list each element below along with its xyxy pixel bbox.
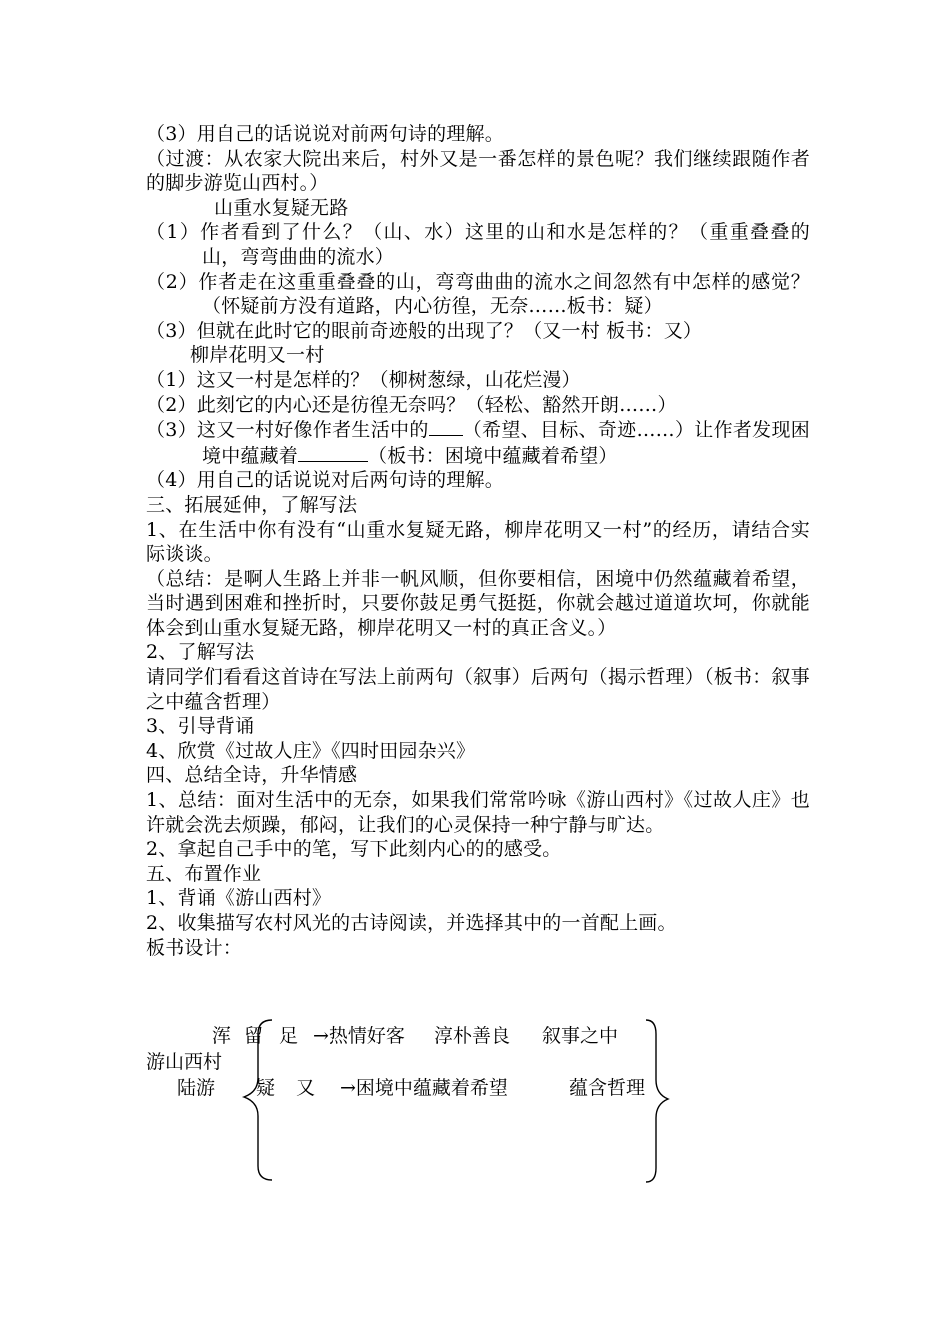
question-item: （3）但就在此时它的眼前奇迹般的出现了？（又一村 板书：又）: [146, 319, 703, 342]
section-heading: 三、拓展延伸，了解写法: [146, 493, 358, 516]
section-heading: 四、总结全诗，升华情感: [146, 764, 358, 787]
text-paragraph: 1、在生活中你有没有“山重水复疑无路，柳岸花明又一村”的经历，请结合实际谈谈。: [146, 518, 810, 566]
question-item: （1）作者看到了什么？（山、水）这里的山和水是怎样的？（重重叠叠的山，弯弯曲曲的流水）: [146, 221, 810, 268]
poem-line-2: 柳岸花明又一村: [190, 344, 325, 367]
question-text: （3）这又一村好像作者生活中的: [146, 419, 429, 442]
board-point: →困境中蕴藏着希望: [340, 1077, 508, 1099]
text-line: （3）用自己的话说说对前两句诗的理解。: [146, 123, 504, 145]
board-key-char: 疑: [256, 1077, 276, 1099]
right-brace: [646, 1020, 668, 1182]
text-line: 4、欣赏《过故人庄》《四时田园杂兴》: [146, 739, 476, 762]
board-key-char: 足: [279, 1025, 299, 1047]
text-line: 2、拿起自己手中的笔，写下此刻内心的的感受。: [146, 838, 562, 861]
board-poem-title: 游山西村: [146, 1051, 223, 1073]
poem-line-1: 山重水复疑无路: [214, 196, 349, 219]
question-text: （希望、目标、奇迹……）让作者发现困境中蕴藏着: [202, 419, 810, 467]
summary-paragraph: （总结：是啊人生路上并非一帆风顺，但你要相信，困境中仍然蕴藏着希望，当时遇到困难和挫折时，只要你鼓足勇气挺挺，你就会越过道道坎坷，你就能体会到山重水复疑无路，柳岸花明又一村的真正含义。）: [146, 567, 810, 639]
board-key-char: 又: [296, 1077, 316, 1099]
question-item: （2）作者走在这重重叠叠的山，弯弯曲曲的流水之间忽然有中怎样的感觉？（怀疑前方没有道路，内心彷徨，无奈……板书：疑）: [146, 270, 810, 318]
board-point: 叙事之中: [542, 1025, 619, 1047]
board-key-char: 留: [244, 1025, 264, 1047]
text-line: 2、了解写法: [146, 641, 255, 664]
board-poet: 陆游: [177, 1077, 216, 1099]
question-text: （板书：困境中蕴藏着希望）: [368, 444, 618, 467]
question-item: （4）用自己的话说说对后两句诗的理解。: [146, 469, 504, 492]
text-paragraph: 请同学们看看这首诗在写法上前两句（叙事）后两句（揭示哲理）（板书：叙事之中蕴含哲理）: [146, 666, 810, 713]
question-item: （2）此刻它的内心还是彷徨无奈吗？（轻松、豁然开朗……）: [146, 393, 677, 416]
text-line: 3、引导背诵: [146, 715, 255, 738]
board-author-char: 浑: [212, 1025, 232, 1047]
transition-paragraph: （过渡：从农家大院出来后，村外又是一番怎样的景色呢？我们继续跟随作者的脚步游览山西村。）: [146, 147, 810, 195]
text-line: 2、收集描写农村风光的古诗阅读，并选择其中的一首配上画。: [146, 912, 677, 934]
text-paragraph: 1、总结：面对生活中的无奈，如果我们常常吟咏《游山西村》《过故人庄》也许就会洗去烦躁，郁闷，让我们的心灵保持一种宁静与旷达。: [146, 789, 810, 836]
board-design-label: 板书设计：: [146, 936, 243, 959]
left-brace: [244, 1020, 272, 1180]
board-point: →热情好客: [313, 1025, 405, 1047]
board-point: 蕴含哲理: [569, 1077, 646, 1099]
board-point: 淳朴善良: [434, 1025, 511, 1047]
text-line: 1、背诵《游山西村》: [146, 887, 332, 910]
question-item: （1）这又一村是怎样的？（柳树葱绿，山花烂漫）: [146, 368, 581, 391]
section-heading: 五、布置作业: [146, 862, 262, 885]
